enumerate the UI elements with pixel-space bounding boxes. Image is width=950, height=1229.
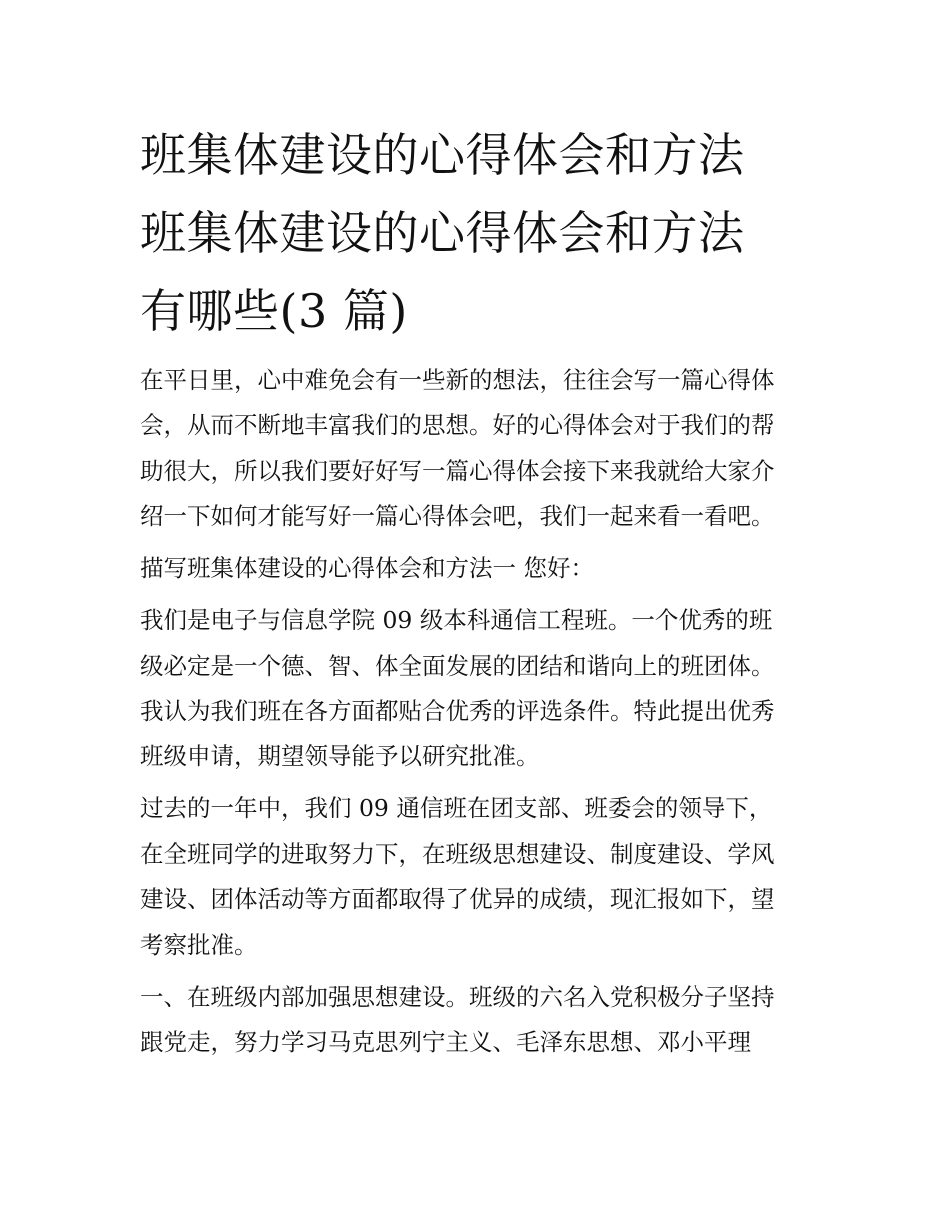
text-line: 绍一下如何才能写好一篇心得体会吧，我们一起来看一看吧。 bbox=[140, 502, 775, 531]
text-line: 一、在班级内部加强思想建设。班级的六名入党积极分子坚持 bbox=[140, 982, 775, 1011]
paragraph-intro bbox=[140, 358, 820, 540]
text-line: 建设、团体活动等方面都取得了优异的成绩，现汇报如下，望 bbox=[140, 885, 775, 914]
text-line: 我认为我们班在各方面都贴合优秀的评选条件。特此提出优秀 bbox=[140, 697, 775, 726]
paragraph-past-year bbox=[140, 786, 820, 968]
text-line: 考察批准。 bbox=[140, 930, 258, 959]
text-line: 在平日里，心中难免会有一些新的想法，往往会写一篇心得体 bbox=[140, 366, 775, 394]
text-line: 过去的一年中，我们 09 通信班在团支部、班委会的领导下， bbox=[140, 794, 773, 823]
document-title bbox=[140, 116, 830, 350]
title-line-2: 班集体建设的心得体会和方法 bbox=[140, 206, 745, 260]
text-line: 在全班同学的进取努力下，在班级思想建设、制度建设、学风 bbox=[140, 839, 775, 868]
text-line: 跟党走，努力学习马克思列宁主义、毛泽东思想、邓小平理 bbox=[140, 1028, 751, 1057]
title-line-3: 有哪些(3 篇) bbox=[140, 284, 408, 338]
document-body bbox=[140, 358, 820, 1072]
text-line: 班级申请，期望领导能予以研究批准。 bbox=[140, 742, 540, 771]
paragraph-class-intro bbox=[140, 598, 820, 780]
title-line-1: 班集体建设的心得体会和方法 bbox=[140, 128, 745, 182]
text-line: 我们是电子与信息学院 09 级本科通信工程班。一个优秀的班 bbox=[140, 606, 773, 635]
paragraph-heading-greeting bbox=[140, 546, 820, 591]
text-line: 会，从而不断地丰富我们的思想。好的心得体会对于我们的帮 bbox=[140, 411, 775, 440]
paragraph-ideology bbox=[140, 975, 820, 1066]
text-line: 描写班集体建设的心得体会和方法一 您好： bbox=[140, 554, 594, 583]
text-line: 级必定是一个德、智、体全面发展的团结和谐向上的班团体。 bbox=[140, 651, 775, 680]
text-line: 助很大，所以我们要好好写一篇心得体会接下来我就给大家介 bbox=[140, 456, 775, 485]
